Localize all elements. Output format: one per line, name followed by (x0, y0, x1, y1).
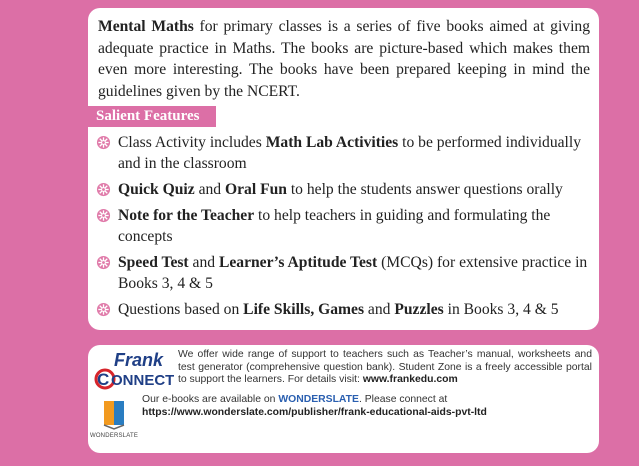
wonderslate-url-link[interactable]: https://www.wonderslate.com/publisher/frank-educational-aids-pvt-ltd (142, 406, 487, 418)
ebooks-text: Our e-books are available on (142, 394, 279, 405)
feature-mid: and (364, 301, 395, 318)
content-card (88, 8, 599, 330)
footer-card (88, 345, 599, 453)
feature-pre: Questions based on (118, 301, 244, 318)
frank-connect-logo (94, 349, 174, 391)
feature-post: to help the students answer questions orally (286, 181, 563, 198)
feature-post: (MCQs) for extensive practice in Books 3, 4 & 5 (118, 254, 588, 292)
feature-pre: Class Activity includes (118, 134, 266, 151)
feature-bold-2: Puzzles (394, 301, 444, 318)
flower-bullet-icon (96, 255, 111, 270)
flower-bullet-icon (96, 302, 111, 317)
support-text: We offer wide range of support to teachers such as Teacher’s manual, worksheets and test generator (comprehensive question bank). Student Zone is a freely accessible portal to support the learners. For details visit: (178, 349, 592, 385)
feature-mid: to help teachers in guiding and formulating the concepts (118, 207, 551, 245)
flower-bullet-icon (96, 182, 111, 197)
feature-item (96, 299, 596, 320)
feature-bold-2: Learner’s Aptitude Test (218, 254, 378, 271)
feature-bold-1: Speed Test (118, 254, 189, 271)
wonderslate-logo-icon (92, 393, 136, 433)
feature-mid: and (194, 181, 225, 198)
feature-bold-1: Note for the Teacher (118, 207, 255, 224)
features-list (96, 132, 596, 325)
intro-text: for primary classes is a series of five books aimed at giving adequate practice in Maths. The books are picture-based which makes them even more interesting. The books have been prepared keeping in mind the guidelines given by the NCERT. (98, 18, 591, 100)
intro-paragraph (98, 16, 590, 102)
feature-item (96, 132, 596, 174)
feature-bold-1: Math Lab Activities (265, 134, 399, 151)
feature-item (96, 205, 596, 247)
features-heading: Salient Features (88, 106, 216, 127)
feature-bold-2: Oral Fun (225, 181, 287, 198)
feature-bold-1: Quick Quiz (118, 181, 195, 198)
frankedu-link[interactable]: www.frankedu.com (362, 374, 458, 385)
wonderslate-logo-text: WONDERSLATE (89, 433, 139, 439)
ebooks-connect-text: . Please connect at (358, 394, 448, 405)
feature-mid: and (188, 254, 219, 271)
logo-frank-text: Frank (114, 350, 164, 370)
flower-bullet-icon (96, 135, 111, 150)
feature-item (96, 179, 596, 200)
support-paragraph (178, 349, 592, 387)
flower-bullet-icon (96, 208, 111, 223)
feature-mid: to be performed individually and in the classroom (118, 134, 581, 172)
feature-post: in Books 3, 4 & 5 (443, 301, 559, 318)
logo-connect-text: ONNECT (111, 372, 174, 389)
wonderslate-brand: WONDERSLATE (278, 394, 359, 405)
feature-item (96, 252, 596, 294)
logo-c-letter: C (97, 370, 110, 389)
intro-bold: Mental Maths (98, 18, 194, 35)
ebooks-paragraph (142, 394, 592, 419)
feature-bold-1: Life Skills, Games (243, 301, 365, 318)
